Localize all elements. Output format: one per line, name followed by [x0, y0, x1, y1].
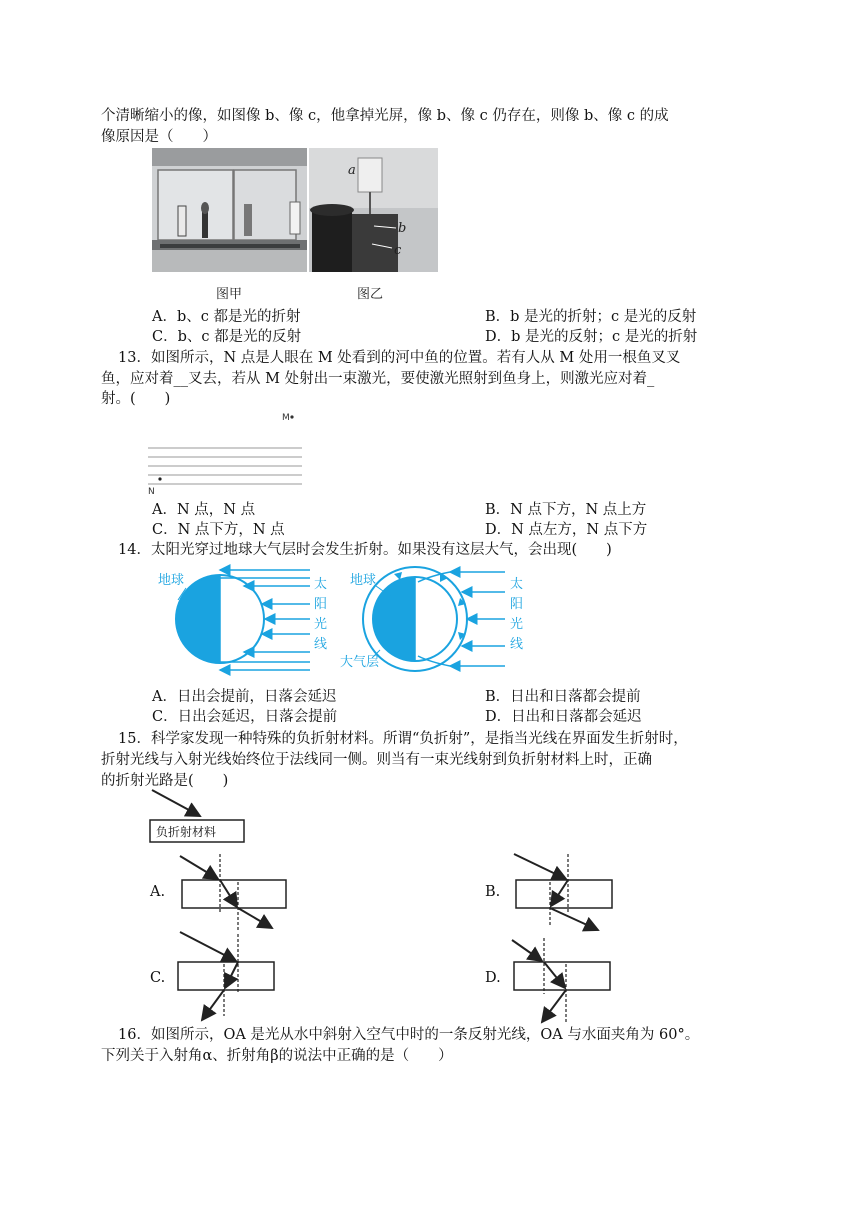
q13-option-a[interactable]: A．N 点，N 点 — [152, 502, 256, 518]
label-n: N — [148, 487, 155, 497]
photo-label-c: c — [394, 243, 402, 258]
caption-yi: 图乙 — [357, 287, 384, 302]
q15-figure-material — [148, 788, 258, 844]
q12-option-b[interactable]: B．b 是光的折射；c 是光的反射 — [485, 309, 697, 325]
label-m: M — [282, 413, 290, 423]
sun-char-4-left: 线 — [314, 637, 328, 652]
q15-text-line3: 的折射光路是( ) — [101, 773, 229, 789]
q15-option-b-label[interactable]: B. — [485, 884, 501, 900]
earth-label-right: 地球 — [350, 573, 377, 588]
q15-option-a-label[interactable]: A. — [150, 884, 166, 900]
q15-option-c-diagram[interactable] — [172, 928, 292, 1024]
material-label: 负折射材料 — [156, 825, 217, 839]
q15-option-a-diagram[interactable] — [176, 852, 296, 932]
q14-option-d[interactable]: D．日出和日落都会延迟 — [485, 709, 642, 725]
q13-option-d[interactable]: D．N 点左方，N 点下方 — [485, 522, 648, 538]
photo-yi — [309, 148, 438, 272]
q14-text-line1: 14．太阳光穿过地球大气层时会发生折射。如果没有这层大气，会出现( ) — [118, 542, 612, 558]
photo-label-b: b — [398, 221, 407, 236]
q12-text-line2: 像原因是（ ） — [101, 129, 217, 145]
sun-char-1-right: 太 — [510, 577, 524, 592]
q13-option-b[interactable]: B．N 点下方，N 点上方 — [485, 502, 647, 518]
q12-option-a[interactable]: A．b、c 都是光的折射 — [152, 309, 301, 325]
q14-option-c[interactable]: C．日出会延迟，日落会提前 — [152, 709, 338, 725]
q12-text-line1: 个清晰缩小的像，如图像 b、像 c，他拿掉光屏，像 b、像 c 仍存在，则像 b、像 c 的成 — [101, 108, 669, 124]
sun-char-3-left: 光 — [314, 617, 328, 632]
q14-figure-sunlight — [150, 562, 535, 680]
q12-option-d[interactable]: D．b 是光的反射；c 是光的折射 — [485, 329, 698, 345]
q16-text-line2: 下列关于入射角α、折射角β的说法中正确的是（ ） — [101, 1048, 453, 1064]
sun-char-2-right: 阳 — [510, 597, 524, 612]
sun-char-1-left: 太 — [314, 577, 328, 592]
q15-option-d-diagram[interactable] — [508, 936, 628, 1028]
q16-text-line1: 16．如图所示，OA 是光从水中斜射入空气中时的一条反射光线，OA 与水面夹角为 60°。 — [118, 1027, 700, 1043]
sun-char-3-right: 光 — [510, 617, 524, 632]
q15-option-b-diagram[interactable] — [510, 850, 630, 936]
q13-text-line1: 13．如图所示，N 点是人眼在 M 处看到的河中鱼的位置。若有人从 M 处用一根鱼叉叉 — [118, 350, 681, 366]
photo-label-a: a — [348, 163, 356, 178]
sun-char-4-right: 线 — [510, 637, 524, 652]
q15-option-c-label[interactable]: C. — [150, 970, 166, 986]
q14-option-a[interactable]: A．日出会提前，日落会延迟 — [152, 689, 337, 705]
earth-label-left: 地球 — [158, 573, 185, 588]
q13-text-line3: 射。( ) — [101, 391, 171, 407]
photo-jia — [152, 148, 307, 272]
q15-option-d-label[interactable]: D. — [485, 970, 501, 986]
caption-jia: 图甲 — [216, 287, 243, 302]
q13-option-c[interactable]: C．N 点下方，N 点 — [152, 522, 285, 538]
q12-figure-photos — [152, 148, 438, 304]
q15-text-line2: 折射光线与入射光线始终位于法线同一侧。则当有一束光线射到负折射材料上时，正确 — [101, 752, 652, 768]
earth-with-atmosphere — [340, 567, 523, 671]
atmosphere-label: 大气层 — [340, 655, 380, 670]
q13-text-line2: 鱼，应对着__叉去，若从 M 处射出一束激光，要使激光照射到鱼身上，则激光应对着_ — [101, 371, 655, 387]
q13-figure-river — [146, 410, 306, 496]
earth-no-atmosphere — [158, 570, 327, 670]
q15-text-line1: 15．科学家发现一种特殊的负折射材料。所谓“负折射”，是指当光线在界面发生折射时， — [118, 731, 688, 747]
q12-option-c[interactable]: C．b、c 都是光的反射 — [152, 329, 302, 345]
sun-char-2-left: 阳 — [314, 597, 328, 612]
q14-option-b[interactable]: B．日出和日落都会提前 — [485, 689, 641, 705]
